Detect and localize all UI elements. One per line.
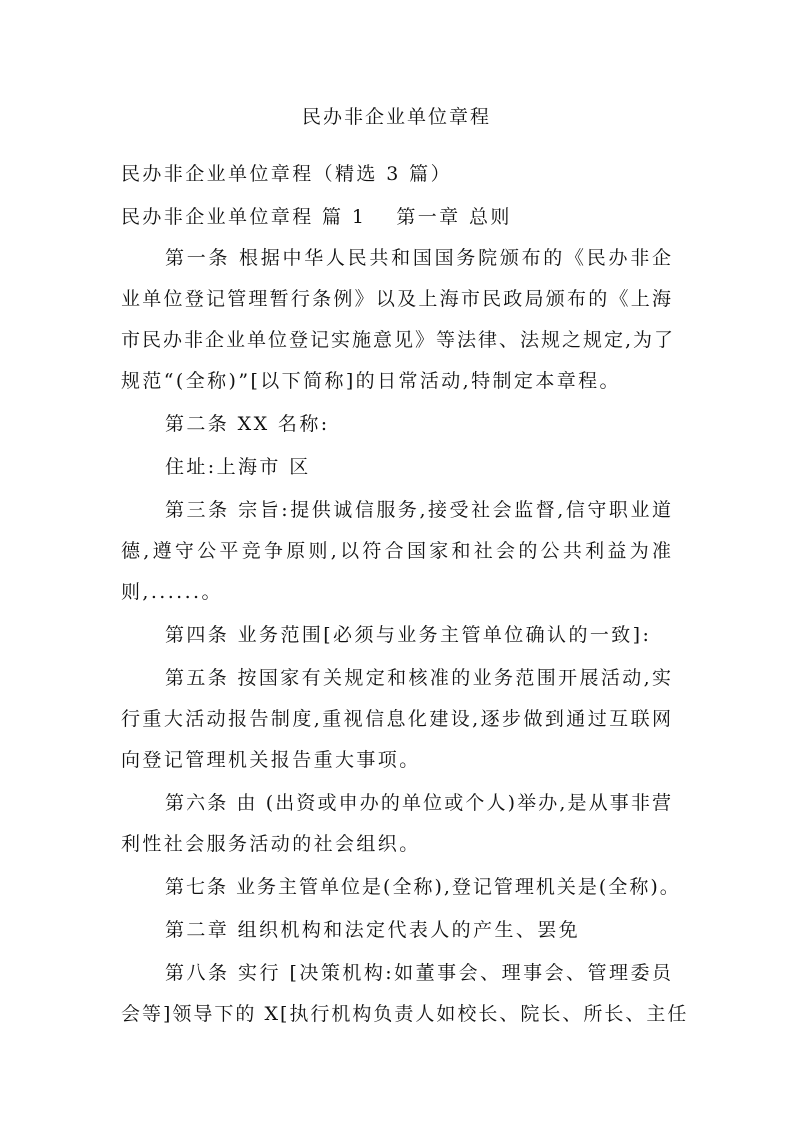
chapter-heading-line xyxy=(121,204,512,230)
document-subtitle: 民办非企业单位章程（精选 3 篇） xyxy=(121,163,452,185)
paragraph-line: 第二条 XX 名称: xyxy=(165,413,330,435)
paragraph-line: 第五条 按国家有关规定和核准的业务范围开展活动,实 xyxy=(165,667,673,689)
paragraph-line: 向登记管理机关报告重大事项。 xyxy=(121,749,421,771)
paragraph-line: 德,遵守公平竞争原则,以符合国家和社会的公共利益为准 xyxy=(121,540,673,562)
section-label: 民办非企业单位章程 篇 1 xyxy=(121,206,367,228)
paragraph-line: 第六条 由 (出资或申办的单位或个人)举办,是从事非营 xyxy=(165,792,673,814)
paragraph-line: 第三条 宗旨:提供诚信服务,接受社会监督,信守职业道 xyxy=(165,499,673,521)
paragraph-line: 规范“(全称)”[以下简称]的日常活动,特制定本章程。 xyxy=(121,370,621,392)
paragraph-line: 第一条 根据中华人民共和国国务院颁布的《民办非企 xyxy=(165,247,673,269)
paragraph-line: 第七条 业务主管单位是(全称),登记管理机关是(全称)。 xyxy=(165,876,681,898)
paragraph-line: 则,......。 xyxy=(121,581,223,603)
paragraph-line: 第四条 业务范围[必须与业务主管单位确认的一致]: xyxy=(165,624,652,646)
paragraph-line: 业单位登记管理暂行条例》以及上海市民政局颁布的《上海 xyxy=(121,288,673,310)
paragraph-line: 利性社会服务活动的社会组织。 xyxy=(121,833,421,855)
chapter-title: 第一章 总则 xyxy=(396,206,512,228)
paragraph-line: 第八条 实行 [决策机构:如董事会、理事会、管理委员 xyxy=(165,962,673,984)
paragraph-line: 市民办非企业单位登记实施意见》等法律、法规之规定,为了 xyxy=(121,329,676,351)
paragraph-line: 会等]领导下的 X[执行机构负责人如校长、院长、所长、主任 xyxy=(121,1003,689,1025)
paragraph-line: 住址:上海市 区 xyxy=(165,456,311,478)
document-title: 民办非企业单位章程 xyxy=(301,106,491,128)
chapter-heading: 第二章 组织机构和法定代表人的产生、罢免 xyxy=(165,919,581,941)
paragraph-line: 行重大活动报告制度,重视信息化建设,逐步做到通过互联网 xyxy=(121,708,673,730)
